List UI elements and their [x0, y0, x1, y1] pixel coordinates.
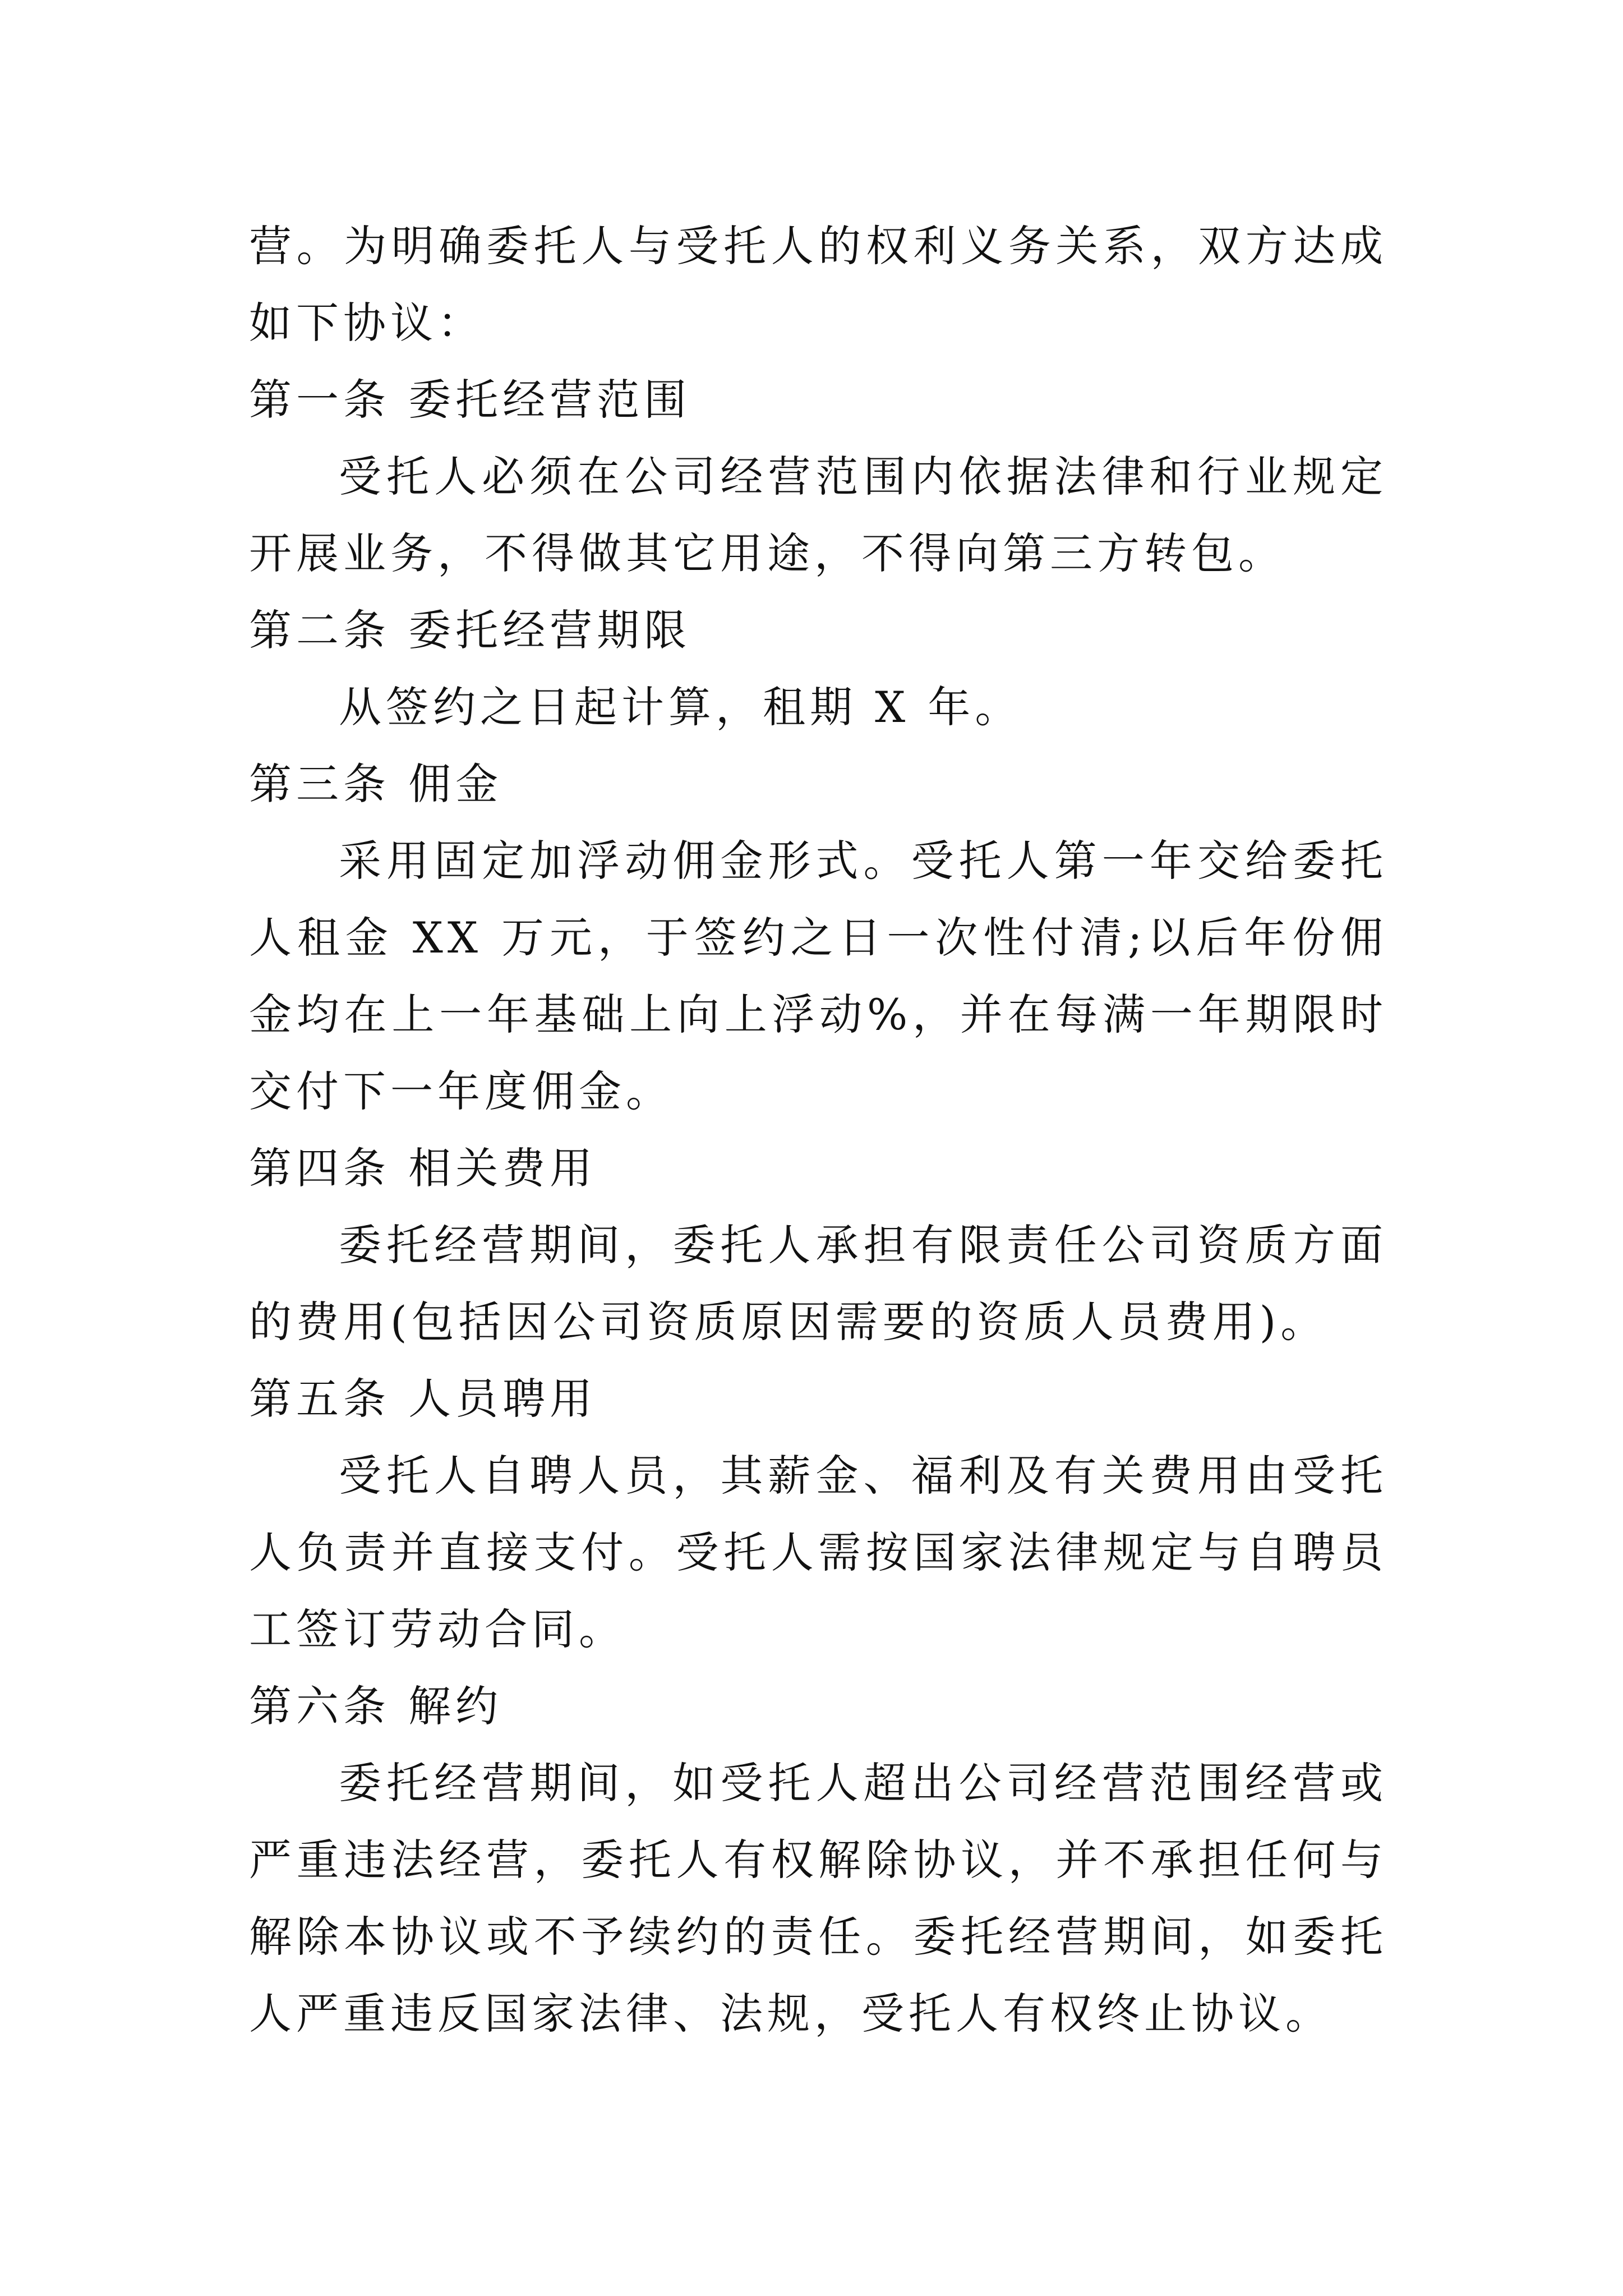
article-6-body: 委托经营期间，如受托人超出公司经营范围经营或严重违法经营，委托人有权解除协议，并不承担任何与解除本协议或不予续约的责任。委托经营期间，如委托人严重违反国家法律、法规，受托人有权终止协议。: [249, 1758, 1387, 2039]
article-6-heading: 第六条 解约: [249, 1681, 503, 1731]
article-1-heading: 第一条 委托经营范围: [249, 375, 691, 425]
article-4-heading: 第四条 相关费用: [249, 1143, 597, 1193]
paragraph-intro-continuation: 营。为明确委托人与受托人的权利义务关系，双方达成如下协议：: [249, 221, 1387, 348]
article-4-body: 委托经营期间，委托人承担有限责任公司资质方面的费用(包括因公司资质原因需要的资质人员费用)。: [249, 1220, 1387, 1347]
article-5-heading: 第五条 人员聘用: [249, 1374, 597, 1424]
document-body: [249, 208, 1387, 2052]
article-5-body: 受托人自聘人员，其薪金、福利及有关费用由受托人负责并直接支付。受托人需按国家法律规定与自聘员工签订劳动合同。: [249, 1451, 1387, 1654]
article-3-body: 采用固定加浮动佣金形式。受托人第一年交给委托人租金 XX 万元，于签约之日一次性付清;以后年份佣金均在上一年基础上向上浮动%，并在每满一年期限时交付下一年度佣金。: [249, 836, 1387, 1116]
article-3-heading: 第三条 佣金: [249, 759, 503, 809]
article-2-heading: 第二条 委托经营期限: [249, 605, 691, 655]
article-1-body: 受托人必须在公司经营范围内依据法律和行业规定开展业务，不得做其它用途，不得向第三方转包。: [249, 452, 1387, 578]
article-2-body: 从签约之日起计算，租期 X 年。: [339, 682, 1022, 732]
